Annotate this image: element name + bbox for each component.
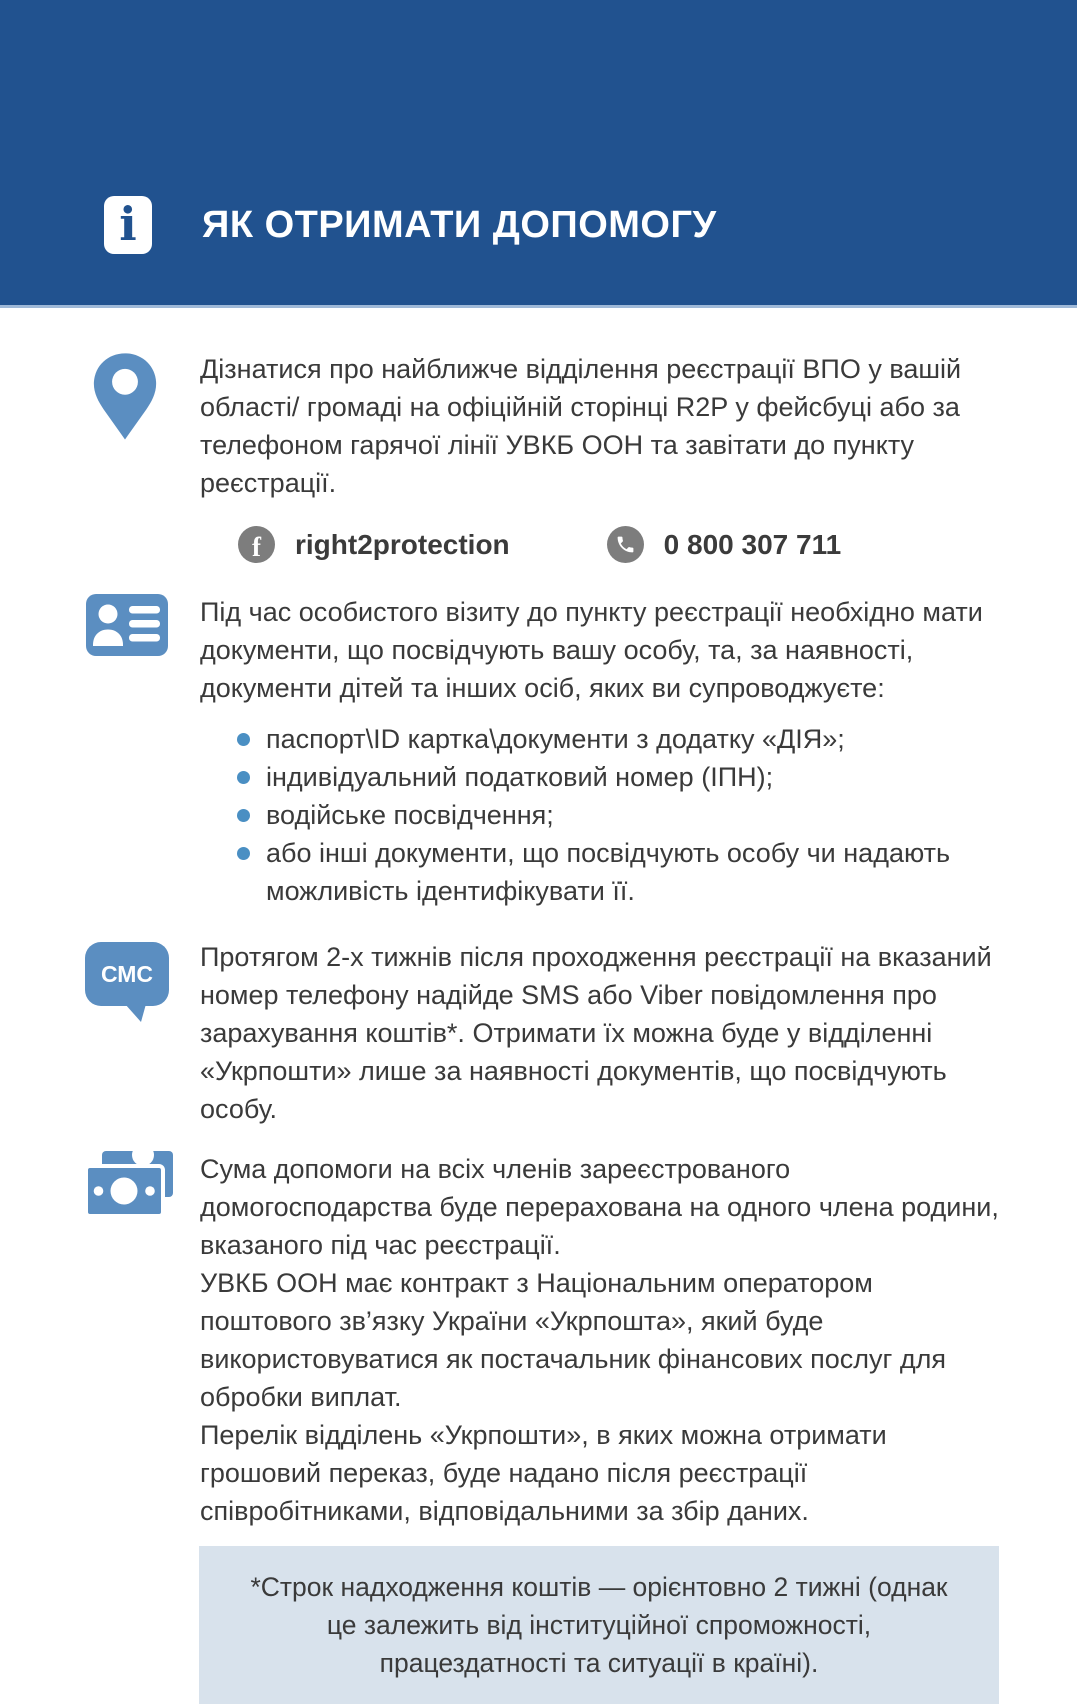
section-sms bbox=[0, 938, 1077, 1128]
sms-icon-label: СМС bbox=[100, 960, 154, 987]
map-pin-icon bbox=[85, 350, 165, 456]
page-title: ЯК ОТРИМАТИ ДОПОМОГУ bbox=[202, 203, 717, 246]
footnote-text: *Строк надходження коштів — орієнтовно 2 тижні (однак це залежить від інституційної спроможності, працездатності та ситуації в країні). bbox=[250, 1572, 948, 1678]
sms-text bbox=[200, 938, 999, 1128]
section-documents bbox=[0, 593, 1077, 910]
payment-paragraph-1: Сума допомоги на всіх членів зареєстрованого домогосподарства буде перерахована на одного члена родини, вказаного під час реєстрації. bbox=[200, 1154, 999, 1260]
location-text bbox=[200, 350, 999, 502]
documents-icon-cell bbox=[85, 593, 200, 910]
phone-icon bbox=[607, 526, 644, 563]
id-card-icon bbox=[85, 593, 169, 657]
phone-number: 0 800 307 711 bbox=[663, 528, 842, 560]
documents-text bbox=[200, 593, 999, 910]
location-icon-cell bbox=[85, 350, 200, 502]
document-item: водійське посвідчення; bbox=[200, 796, 999, 834]
sms-icon-cell bbox=[85, 938, 200, 1128]
document-item: або інші документи, що посвідчують особу чи надають можливість ідентифікувати її. bbox=[200, 834, 999, 910]
documents-intro: Під час особистого візиту до пункту реєстрації необхідно мати документи, що посвідчують вашу особу, та, за наявності, документи дітей та інших осіб, яких ви супроводжуєте: bbox=[200, 597, 983, 703]
info-icon-letter: i bbox=[119, 196, 137, 251]
sms-paragraph: Протягом 2-х тижнів після проходження реєстрації на вказаний номер телефону надійде SMS або Viber повідомлення про зарахування коштів*. Отримати їх можна буде у відділенні «Укрпошти» лише за наявності документів, що посвідчують особу. bbox=[200, 942, 992, 1124]
document-item: паспорт\ID картка\документи з додатку «ДІЯ»; bbox=[200, 720, 999, 758]
footnote-box bbox=[199, 1546, 999, 1704]
payment-icon-cell bbox=[85, 1150, 200, 1530]
facebook-handle: right2protection bbox=[295, 528, 510, 560]
info-icon bbox=[104, 196, 152, 254]
document-item: індивідуальний податковий номер (ІПН); bbox=[200, 758, 999, 796]
phone-group bbox=[607, 526, 842, 563]
section-payment bbox=[0, 1150, 1077, 1530]
facebook-icon: f bbox=[238, 526, 275, 563]
payment-paragraph-3: Перелік відділень «Укрпошти», в яких можна отримати грошовий переказ, буде надано після реєстрації співробітниками, відповідальними за збір даних. bbox=[200, 1420, 887, 1526]
header-row bbox=[0, 0, 1077, 254]
payment-paragraph-2: УВКБ ООН має контракт з Національним оператором поштового зв’язку України «Укрпошта», який буде використовуватися як постачальник фінансових послуг для обробки виплат. bbox=[200, 1268, 946, 1412]
payment-text bbox=[200, 1150, 999, 1530]
contacts-row bbox=[238, 526, 1077, 563]
sms-bubble-icon bbox=[85, 942, 169, 1006]
money-icon bbox=[85, 1150, 175, 1220]
section-location bbox=[0, 350, 1077, 502]
location-paragraph: Дізнатися про найближче відділення реєстрації ВПО у вашій області/ громаді на офіційній сторінці R2P у фейсбуці або за телефоном гарячої лінії УВКБ ООН та завітати до пункту реєстрації. bbox=[200, 354, 962, 498]
documents-list bbox=[200, 720, 999, 910]
header-banner bbox=[0, 0, 1077, 308]
